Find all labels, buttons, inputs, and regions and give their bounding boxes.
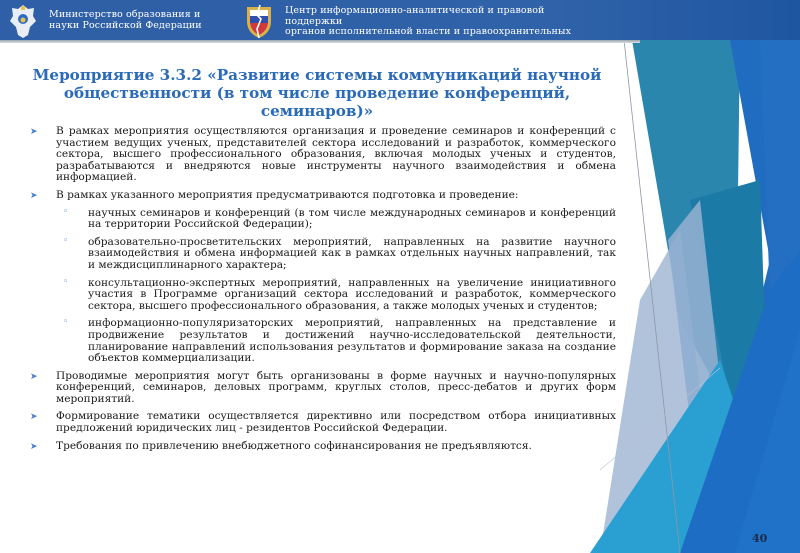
ministry-name [49, 9, 202, 31]
list-item [30, 371, 616, 406]
slide-number: 40 [752, 532, 768, 545]
list-item-text: В рамках указанного мероприятия предусматриваются подготовка и проведение: [56, 188, 519, 201]
circle-bullet-icon: ◦ [63, 317, 69, 328]
list-item-text: Требования по привлечению внебюджетного софинансирования не предъявляются. [56, 439, 532, 452]
slide-title: Мероприятие 3.3.2 «Развитие системы коммуникаций научной общественности (в том числе проведение конференций, семинаров)» [32, 66, 602, 120]
header-divider [0, 40, 640, 43]
arrowhead-bullet-icon: ➤ [30, 371, 38, 382]
arrowhead-bullet-icon: ➤ [30, 127, 38, 137]
arrowhead-bullet-icon: ➤ [30, 190, 38, 201]
center-name [285, 6, 571, 38]
sub-list-item [30, 208, 616, 231]
list-item [30, 441, 616, 453]
center-line-3: органов исполнительной власти и правоохранительных [285, 26, 572, 37]
list-item-text: В рамках мероприятия осуществляются организация и проведение семинаров и конференций с участием ведущих ученых, представителей сектора исследований и разработок, коммерческого сектора, высшего профессионального образования, включая молодых ученых и студентов, разрабатываются и внедряются новые инструменты научного взаимодействия и обмена информацией. [56, 125, 616, 184]
circle-bullet-icon: ◦ [63, 206, 69, 217]
sub-list-item-text: консультационно-экспертных мероприятий, направленных на увеличение инициативного участия в Программе организаций сектора исследований и разработок, коммерческого сектора, высшего профессионального образования, а также молодых ученых и студентов; [88, 276, 616, 312]
sub-list-item [30, 237, 616, 272]
list-item-text: Проводимые мероприятия могут быть организованы в форме научных и научно-популярных конференций, семинаров, деловых программ, круглых столов, пресс-дебатов и других форм мероприятий. [56, 369, 616, 405]
ministry-line-1: Министерство образования и [49, 9, 201, 20]
arrowhead-bullet-icon: ➤ [30, 412, 38, 423]
header-band [0, 0, 800, 40]
sub-list-item-text: информационно-популяризаторских мероприятий, направленных на представление и продвижение результатов и достижений научно-исследовательской деятельности, планирование направлений использования результатов и формирование заказа на создание объектов коммерциализации. [88, 317, 616, 365]
slide-content [30, 126, 616, 458]
sub-list [30, 208, 616, 365]
sub-list-item-text: научных семинаров и конференций (в том числе международных семинаров и конференций на территории Российской Федерации); [88, 206, 616, 231]
double-headed-eagle-emblem-icon [8, 3, 38, 39]
sub-list-item [30, 278, 616, 313]
center-line-2: поддержки [285, 15, 343, 27]
center-line-1: Центр информационно-аналитической и правовой [285, 5, 545, 16]
list-item-text: Формирование тематики осуществляется директивно или посредством отбора инициативных предложений юридических лиц - резидентов Российской Федерации. [56, 410, 616, 435]
list-item [30, 411, 616, 434]
ministry-line-2: науки Российской Федерации [49, 20, 202, 31]
list-item [30, 126, 616, 184]
list-item [30, 190, 616, 202]
tricolor-shield-emblem-icon [244, 3, 274, 39]
circle-bullet-icon: ◦ [63, 235, 69, 246]
arrowhead-bullet-icon: ➤ [30, 441, 38, 452]
circle-bullet-icon: ◦ [63, 276, 69, 287]
sub-list-item [30, 318, 616, 364]
sub-list-item-text: образовательно-просветительских мероприятий, направленных на развитие научного взаимодействия и обмена информацией как в рамках отдельных научных направлений, так и междисциплинарного характера; [88, 235, 616, 271]
